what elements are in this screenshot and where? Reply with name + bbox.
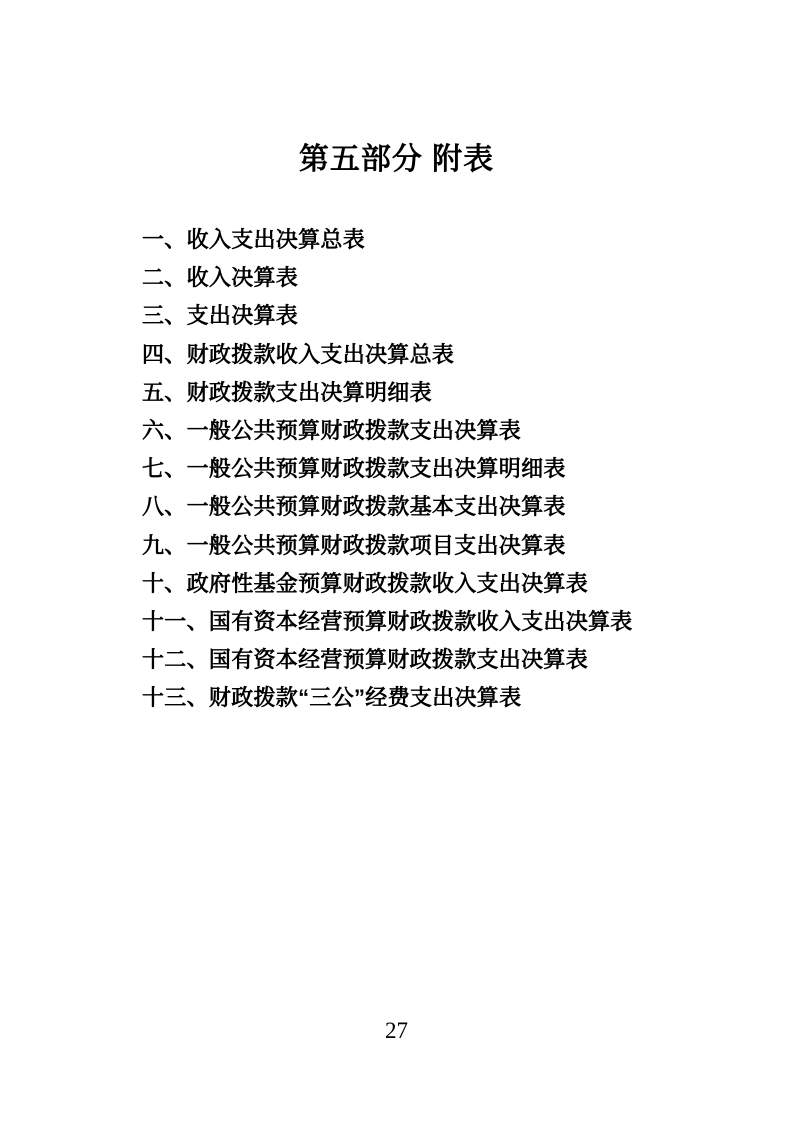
list-item: 十一、国有资本经营预算财政拨款收入支出决算表 — [142, 609, 633, 635]
list-item: 六、一般公共预算财政拨款支出决算表 — [142, 418, 522, 444]
list-item: 三、支出决算表 — [142, 303, 299, 329]
list-item: 八、一般公共预算财政拨款基本支出决算表 — [142, 494, 566, 520]
page-footer — [0, 1018, 793, 1044]
page-number: 27 — [385, 1018, 408, 1043]
list-item: 十、政府性基金预算财政拨款收入支出决算表 — [142, 570, 589, 596]
list-item: 七、一般公共预算财政拨款支出决算明细表 — [142, 456, 566, 482]
page-title: 第五部分 附表 — [298, 143, 495, 176]
appendix-list — [0, 221, 793, 718]
list-item: 十二、国有资本经营预算财政拨款支出决算表 — [142, 647, 589, 673]
list-item: 四、财政拨款收入支出决算总表 — [142, 341, 455, 367]
list-item: 五、财政拨款支出决算明细表 — [142, 379, 432, 405]
list-item: 二、收入决算表 — [142, 265, 299, 291]
list-item: 一、收入支出决算总表 — [142, 227, 366, 252]
list-item: 九、一般公共预算财政拨款项目支出决算表 — [142, 532, 566, 558]
list-item: 十三、财政拨款“三公”经费支出决算表 — [142, 685, 522, 711]
